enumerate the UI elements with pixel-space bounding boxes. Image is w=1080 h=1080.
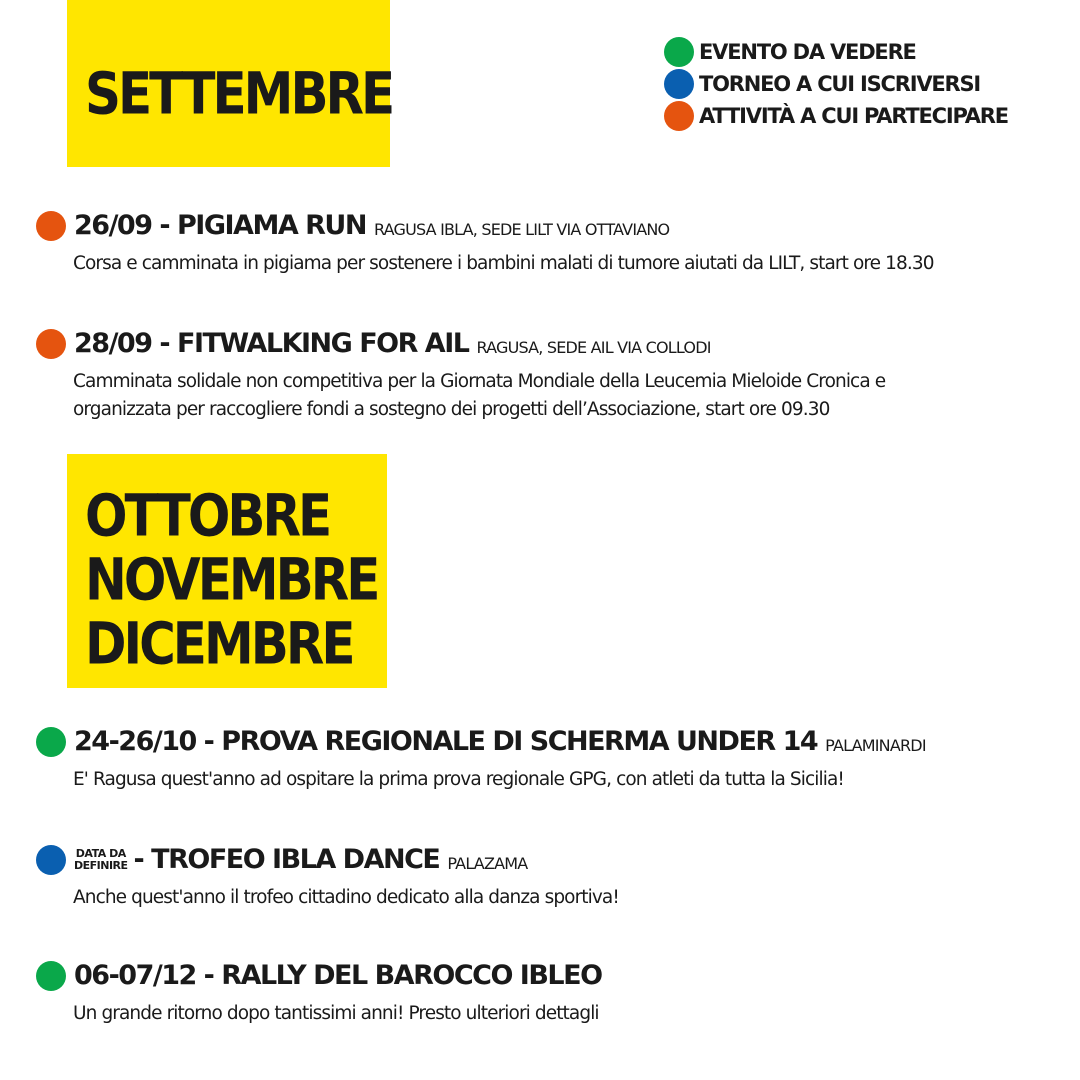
- orange-dot-icon: [664, 101, 694, 131]
- month-title: SETTEMBRE: [85, 60, 393, 128]
- event-title: 06-07/12 - RALLY DEL BAROCCO IBLEO: [74, 960, 602, 991]
- description-line: Camminata solidale non competitiva per la Giornata Mondiale della Leucemia Mieloide Cronica e: [73, 371, 886, 392]
- event-place: PALAZAMA: [447, 853, 528, 873]
- event-description: [73, 766, 926, 794]
- event-description: [73, 368, 885, 424]
- event-place: RAGUSA IBLA, SEDE LILT VIA OTTAVIANO: [373, 219, 670, 239]
- legend-label: EVENTO DA VEDERE: [699, 40, 916, 64]
- event-fitwalking-for-ail: [36, 326, 885, 424]
- orange-dot-icon: [36, 329, 66, 359]
- event-place: PALAMINARDI: [825, 735, 926, 755]
- event-trofeo-ibla-dance: [36, 842, 619, 912]
- month-banner-settembre: [67, 0, 393, 167]
- description-line: Un grande ritorno dopo tantissimi anni! Presto ulteriori dettagli: [73, 1003, 599, 1024]
- legend-label: ATTIVITÀ A CUI PARTECIPARE: [699, 104, 1008, 128]
- description-line: Anche quest'anno il trofeo cittadino dedicato alla danza sportiva!: [73, 887, 619, 908]
- event-title: 26/09 - PIGIAMA RUN: [74, 210, 366, 241]
- green-dot-icon: [664, 37, 694, 67]
- event-title: 24-26/10 - PROVA REGIONALE DI SCHERMA UNDER 14: [74, 726, 818, 757]
- green-dot-icon: [36, 727, 66, 757]
- orange-dot-icon: [36, 211, 66, 241]
- month-title: DICEMBRE: [85, 610, 353, 678]
- event-prova-regionale-scherma: [36, 724, 926, 794]
- event-title: - TROFEO IBLA DANCE: [133, 844, 440, 875]
- legend-item-attivita: [664, 100, 1008, 132]
- event-description: [73, 250, 934, 278]
- legend-label: TORNEO A CUI ISCRIVERSI: [699, 72, 981, 96]
- green-dot-icon: [36, 961, 66, 991]
- event-title: 28/09 - FITWALKING FOR AIL: [74, 328, 469, 359]
- description-line: Corsa e camminata in pigiama per sostenere i bambini malati di tumore aiutati da LILT, start ore 18.30: [73, 253, 934, 274]
- date-to-be-defined: [74, 848, 128, 872]
- date-tbd-line: DEFINIRE: [74, 859, 128, 872]
- event-rally-del-barocco-ibleo: [36, 958, 602, 1028]
- event-description: [73, 884, 619, 912]
- description-line: E' Ragusa quest'anno ad ospitare la prima prova regionale GPG, con atleti da tutta la Sicilia!: [73, 769, 844, 790]
- legend: [664, 36, 1008, 132]
- description-line: organizzata per raccogliere fondi a sostegno dei progetti dell’Associazione, start ore 09.30: [73, 399, 830, 420]
- event-description: [73, 1000, 602, 1028]
- event-place: RAGUSA, SEDE AIL VIA COLLODI: [476, 337, 711, 357]
- blue-dot-icon: [36, 845, 66, 875]
- event-pigiama-run: [36, 208, 934, 278]
- blue-dot-icon: [664, 69, 694, 99]
- month-title: OTTOBRE: [85, 482, 330, 550]
- month-title: NOVEMBRE: [85, 546, 378, 614]
- month-banner-ottobre-novembre-dicembre: [67, 454, 387, 688]
- legend-item-torneo: [664, 68, 1008, 100]
- legend-item-evento: [664, 36, 1008, 68]
- date-tbd-line: DATA DA: [75, 847, 126, 860]
